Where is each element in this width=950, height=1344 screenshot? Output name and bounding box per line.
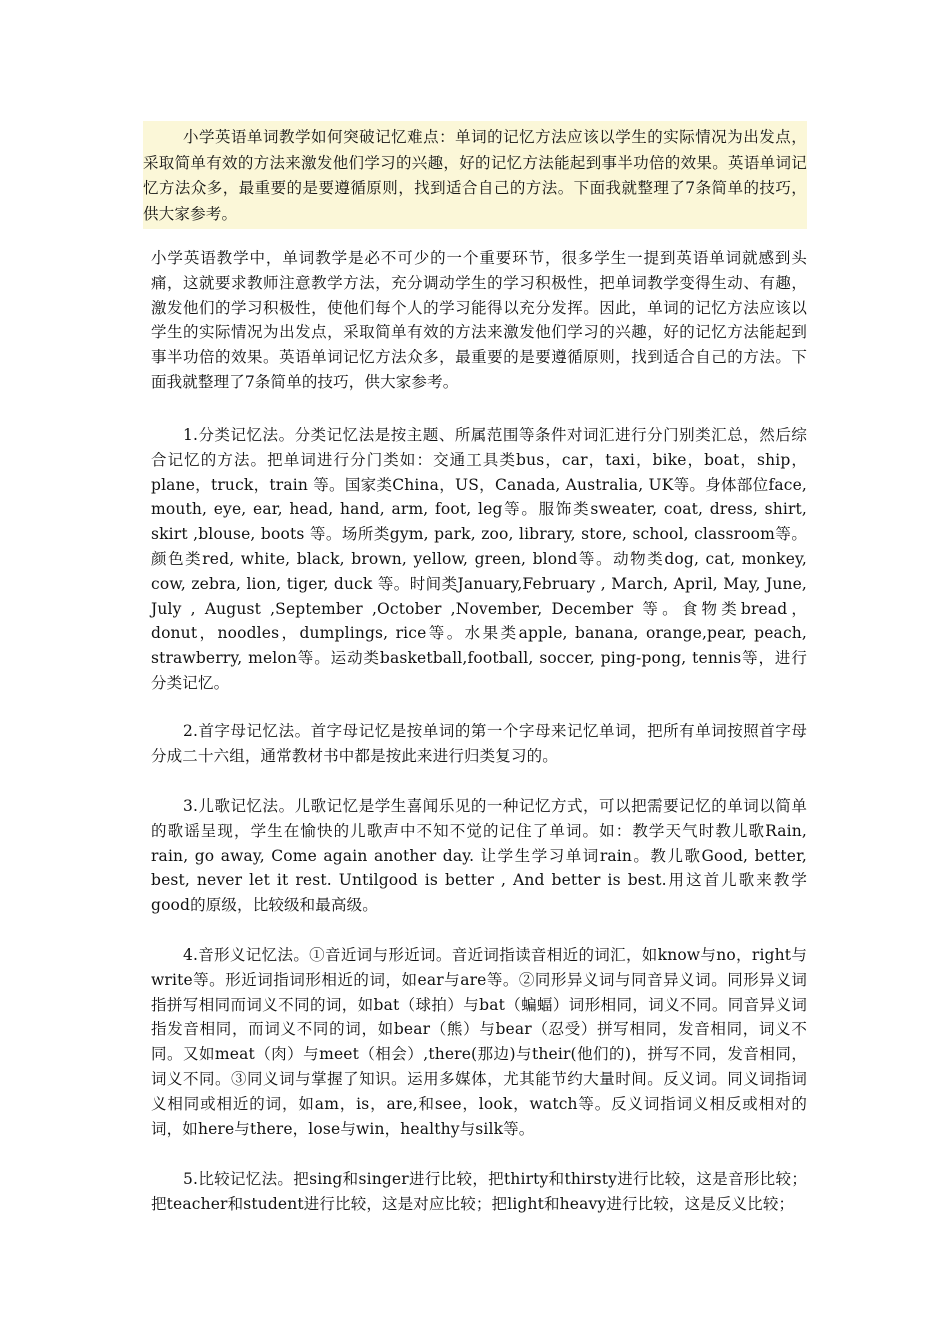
tip-5-text: 5.比较记忆法。把sing和singer进行比较，把thirty和thirsty进行比较，这是音形比较；把teacher和student进行比较，这是对应比较；把light和heavy进行比较，这是反义比较； [151,1170,807,1213]
overview-text: 小学英语教学中，单词教学是必不可少的一个重要环节，很多学生一提到英语单词就感到头痛，这就要求教师注意教学方法，充分调动学生的学习积极性，把单词教学变得生动、有趣，激发他们的学习积极性，使他们每个人的学习能得以充分发挥。因此，单词的记忆方法应该以学生的实际情况为出发点，采取简单有效的方法来激发他们学习的兴趣，好的记忆方法能起到事半功倍的效果。英语单词记忆方法众多，最重要的是要遵循原则，找到适合自己的方法。下面我就整理了7条简单的技巧，供大家参考。 [151,249,807,391]
tip-classification [151,423,807,696]
tip-1-text: 1.分类记忆法。分类记忆法是按主题、所属范围等条件对词汇进行分门别类汇总，然后综合记忆的方法。把单词进行分门类如：交通工具类bus，car，taxi，bike，boat，ship，plane，truck，train 等。国家类China，US，Canada, Australia, UK等。身体部位face, mouth, eye, ear, head, hand, arm, foot, leg等。服饰类sweater, coat, dress, shirt, skirt ,blouse, boots 等。场所类gym, park, zoo, library, store, school, classroom等。颜色类red, white, black, brown, yellow, green, blond等。动物类dog, cat, monkey, cow, zebra, lion, tiger, duck 等。时间类January,February , March, April, May, June, July , August ,September ,October ,November, December 等。食物类bread，donut，noodles，dumplings, rice等。水果类apple, banana, orange,pear, peach, strawberry, melon等。运动类basketball,football, soccer, ping-pong, tennis等，进行分类记忆。 [151,426,807,692]
tip-sound-form-meaning [151,943,807,1141]
paragraph-overview [151,246,807,395]
tip-nursery-rhyme [151,794,807,918]
tip-4-text: 4.音形义记忆法。①音近词与形近词。音近词指读音相近的词汇，如know与no，right与write等。形近词指词形相近的词，如ear与are等。②同形异义词与同音异义词。同形异义词指拼写相同而词义不同的词，如bat（球拍）与bat（蝙蝠）词形相同，词义不同。同音异义词指发音相同，而词义不同的词，如bear（熊）与bear（忍受）拼写相同，发音相同，词义不同。又如meat（肉）与meet（相会）,there(那边)与their(他们的)，拼写不同，发音相同，词义不同。③同义词与掌握了知识。运用多媒体，尤其能节约大量时间。反义词。同义词指词义相同或相近的词，如am，is，are,和see，look，watch等。反义词指词义相反或相对的词，如here与there，lose与win，healthy与silk等。 [151,946,807,1138]
tip-initial-letter [151,719,807,769]
intro-highlight-box [143,121,807,229]
tip-3-text: 3.儿歌记忆法。儿歌记忆是学生喜闻乐见的一种记忆方式，可以把需要记忆的单词以简单的歌谣呈现，学生在愉快的儿歌声中不知不觉的记住了单词。如：教学天气时教儿歌Rain, rain, go away, Come again another day. 让学生学习单词rain。教儿歌Good, better, best, never let it rest. Untilgood is better , And better is best.用这首儿歌来教学good的原级，比较级和最高级。 [151,797,807,915]
intro-paragraph: 小学英语单词教学如何突破记忆难点：单词的记忆方法应该以学生的实际情况为出发点，采取简单有效的方法来激发他们学习的兴趣，好的记忆方法能起到事半功倍的效果。英语单词记忆方法众多，最重要的是要遵循原则，找到适合自己的方法。下面我就整理了7条简单的技巧，供大家参考。 [143,128,807,223]
tip-2-text: 2.首字母记忆法。首字母记忆是按单词的第一个字母来记忆单词，把所有单词按照首字母分成二十六组，通常教材书中都是按此来进行归类复习的。 [151,722,807,765]
tip-comparison [151,1167,807,1217]
